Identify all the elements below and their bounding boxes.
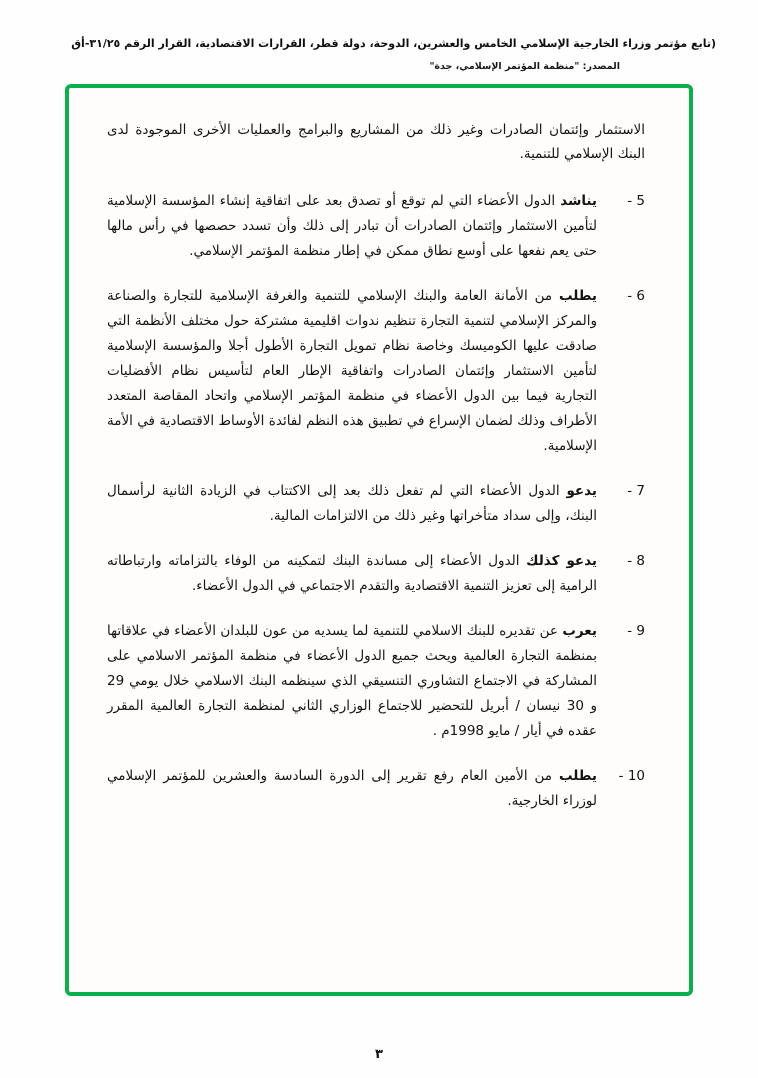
item-text — [107, 189, 597, 264]
page-header — [0, 0, 758, 72]
item-body-text: من الأمين العام رفع تقرير إلى الدورة السادسة والعشرين للمؤتمر الإسلامي لوزراء الخارجية. — [107, 767, 597, 809]
item-text — [107, 479, 597, 529]
intro-paragraph: الاستثمار وإئتمان الصادرات وغير ذلك من المشاريع والبرامج والعمليات الأخرى الموجودة لدى البنك الإسلامي للتنمية. — [107, 121, 645, 163]
item-body-text: عن تقديره للبنك الاسلامي للتنمية لما يسديه من عون للبلدان الأعضاء في علاقاتها بمنظمة التجارة العالمية ويحث جميع الدول الأعضاء في منظمة المؤتمر الاسلامي على المشاركة في الاجتماع التشاوري التنسيقي الذي سينظمه البنك الاسلامي خلال يومي 29 و 30 نيسان / أبريل للتحضير للاجتماع الوزاري الثاني لمنظمة التجارة العالمية المقرر عقده في أيار / مايو 1998م . — [107, 623, 597, 739]
resolution-item — [107, 619, 645, 744]
resolution-item — [107, 189, 645, 264]
resolution-content — [107, 118, 645, 814]
item-lead-word: يدعو — [566, 483, 597, 500]
item-lead-word: يطلب — [558, 288, 597, 305]
resolution-item — [107, 549, 645, 599]
item-number: - 6 — [627, 288, 645, 305]
item-body-text: من الأمانة العامة والبنك الإسلامي للتنمية والغرفة الإسلامية للتجارة والصناعة والمركز الإسلامي لتنمية التجارة تنظيم ندوات اقليمية مشتركة حول مختلف الأنظمة التي صادقت عليها الكوميسك وخاصة نظام تمويل التجارة الأطول أجلا والمؤسسة الإسلامية لتأمين الاستثمار وإئتمان الصادرات واتفاقية الإطار العام لتأسيس نظام الأفضليات التجارية فيما بين الدول الأعضاء في منظمة المؤتمر الإسلامي واتحاد المقاصة المتعدد الأطراف وذلك لضمان الإسراع في تطبيق هذه النظم لفائدة الأوساط الاقتصادية في الأمة الإسلامية. — [107, 288, 597, 455]
item-text — [107, 549, 597, 599]
item-text — [107, 764, 597, 814]
item-number: - 5 — [627, 193, 645, 210]
item-number: - 10 — [618, 767, 645, 784]
item-text — [107, 284, 597, 459]
item-number: - 7 — [627, 483, 645, 500]
item-number: - 8 — [627, 553, 645, 570]
item-text — [107, 619, 597, 744]
item-lead-word: يناشد — [560, 193, 597, 210]
resolution-item — [107, 479, 645, 529]
item-body-text: الدول الأعضاء إلى مساندة البنك لتمكينه من الوفاء بالتزاماته وارتباطاته الرامية إلى تعزيز التنمية الاقتصادية والتقدم الاجتماعي في الدول الأعضاء. — [107, 553, 597, 595]
item-lead-word: يدعو كذلك — [526, 553, 598, 570]
resolution-items — [107, 189, 645, 813]
item-body-text: الدول الأعضاء التي لم توقع أو تصدق بعد على اتفاقية إنشاء المؤسسة الإسلامية لتأمين الاستثمار وإئتمان الصادرات أن تبادر إلى ذلك وأن تسدد حصصها في رأس مالها حتى يعم نفعها على أوسع نطاق ممكن في إطار منظمة المؤتمر الإسلامي. — [107, 193, 597, 260]
item-number: - 9 — [627, 623, 645, 639]
item-body-text: الدول الأعضاء التي لم تفعل ذلك بعد إلى الاكتتاب في الزيادة الثانية لرأسمال البنك، وإلى سداد متأخراتها وغير ذلك من الالتزامات المالية. — [107, 483, 597, 525]
item-lead-word: يطلب — [558, 767, 597, 784]
resolution-item — [107, 764, 645, 814]
content-frame — [65, 84, 693, 996]
resolution-item — [107, 284, 645, 459]
page-number: ٣ — [375, 1047, 383, 1062]
document-source: المصدر: "منظمة المؤتمر الإسلامي، جدة" — [429, 60, 620, 72]
document-title: (تابع مؤتمر وزراء الخارجية الإسلامي الخامس والعشرين، الدوحة، دولة قطر، القرارات الاقتصادية، القرار الرقم ٣١/٢٥-أق — [71, 37, 716, 50]
item-lead-word: يعرب — [562, 623, 597, 639]
